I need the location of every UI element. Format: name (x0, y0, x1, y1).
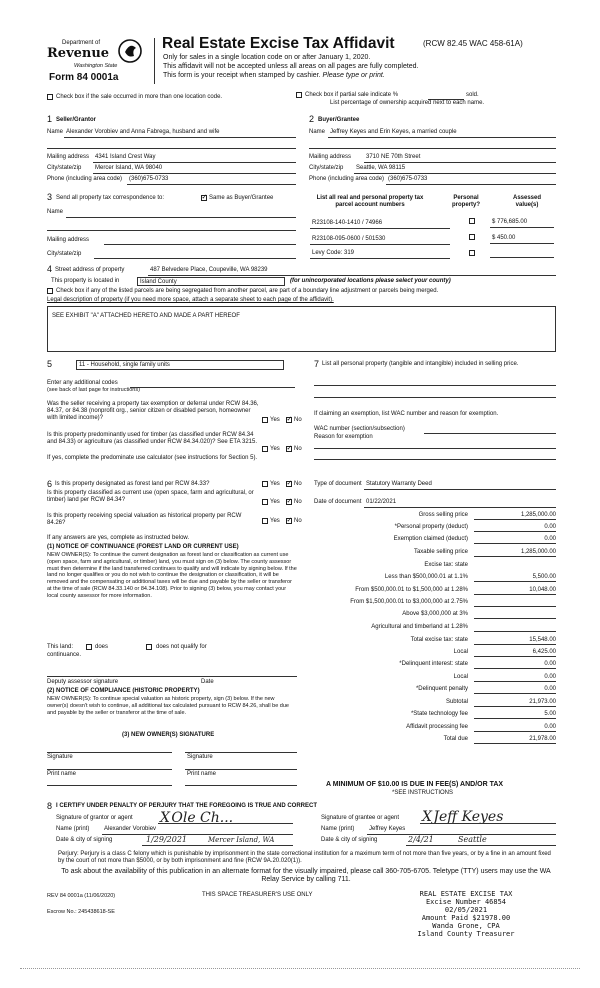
tax-row-label: Local (453, 674, 468, 680)
subtitle-3: This form is your receipt when stamped by cashier. Please type or print. (163, 72, 385, 79)
parcel-col-header: List all real and personal property tax parcel account numbers (316, 195, 424, 209)
sec5-q1-yes-checkbox[interactable] (262, 417, 268, 423)
tax-row-value[interactable]: 5.00 (474, 711, 556, 719)
corr-name-field[interactable] (66, 217, 296, 218)
continuance-heading: (1) NOTICE OF CONTINUANCE (FOREST LAND OR CURRENT USE) (47, 544, 239, 550)
tax-row-value[interactable]: 0.00 (474, 661, 556, 669)
owner-signature-2-label: Signature (187, 754, 213, 760)
sec6-q2-yes-label: Yes (270, 499, 280, 505)
levy-code-label: Levy Code: (312, 250, 343, 256)
perjury-notice: Perjury: Perjury is a class C felony which is punishable by imprisonment in the state correctional institution for a maximum term of not more than five years, or by a fine in an amount fixed by the court of not more than $5000, or by both imprisonment and fine (RCW 9A.20.020(1)). (58, 851, 551, 865)
same-as-buyer-label: Same as Buyer/Grantee (209, 195, 274, 201)
certify-statement: I CERTIFY UNDER PENALTY OF PERJURY THAT THE FOREGOING IS TRUE AND CORRECT (56, 803, 318, 809)
tax-row-value[interactable]: 0.00 (474, 536, 556, 544)
county-select[interactable]: Island County (137, 277, 285, 286)
owner-signature-1-label: Signature (47, 754, 73, 760)
tax-row-label: Local (453, 649, 468, 655)
additional-codes-sub: (see back of last page for instructions) (47, 387, 140, 393)
tax-row-value[interactable]: 1,285,000.00 (474, 549, 556, 557)
sec5-q1-no-checkbox[interactable] (286, 417, 292, 423)
sec6-any-yes: If any answers are yes, complete as instructed below. (47, 535, 190, 541)
located-label: This property is located in (51, 278, 120, 284)
legal-description: SEE EXHIBIT "A" ATTACHED HERETO AND MADE A PART HEREOF (52, 313, 240, 319)
sec6-q1-yes-checkbox[interactable] (262, 481, 268, 487)
dept-line2: Revenue (47, 46, 110, 61)
sec5-q1-yes-label: Yes (270, 417, 280, 423)
form-title-cite: (RCW 82.45 WAC 458-61A) (423, 39, 523, 48)
stamp-line: Island County Treasurer (417, 930, 515, 938)
county-note: (for unincorporated locations please select your county) (290, 278, 451, 284)
tax-row-value[interactable] (474, 624, 556, 632)
tax-row-label: From $1,500,000.01 to $3,000,000 at 2.75% (350, 599, 468, 605)
land-does-checkbox[interactable] (86, 644, 92, 650)
tax-row-label: *Delinquent penalty (415, 686, 468, 692)
seller-mail-value[interactable]: 4341 Island Crest Way (95, 154, 156, 160)
tax-row-value[interactable] (474, 611, 556, 619)
tax-row-label: Gross selling price (418, 512, 468, 518)
revision-label: REV 84 0001a (11/06/2020) (47, 893, 116, 899)
tax-row-label: Taxable selling price (413, 549, 468, 555)
sec6-q1-no-checkbox[interactable] (286, 481, 292, 487)
sec6-q2-no-checkbox[interactable] (286, 499, 292, 505)
sec6-q3-no-checkbox[interactable] (286, 518, 292, 524)
tax-row-label: *Personal property (deduct) (394, 524, 468, 530)
corr-city-field[interactable] (94, 258, 296, 259)
sec6-q3-yes-checkbox[interactable] (262, 518, 268, 524)
wac-label: WAC number (section/subsection) (314, 426, 405, 432)
reason-label: Reason for exemption (314, 434, 373, 440)
alt-format-notice: To ask about the availability of this publication in an alternate format for the visually impaired, please call 360-705-6705. Teletype (TTY) users may use the WA Relay Service by calling 711. (61, 868, 551, 884)
sec5-q2-no-label: No (294, 446, 302, 452)
partial-sale-note: List percentage of ownership acquired next to each name. (330, 100, 485, 106)
this-land-label: This land: (47, 644, 74, 650)
buyer-phone-label: Phone (including area code) (309, 176, 385, 182)
grantee-signature[interactable]: X Jeff Keyes (422, 809, 504, 825)
sec5-question-2: Is this property predominantly used for timber (as classified under RCW 84.34 and 84.33) or agriculture (as classified under RCW 84.34.020)? See ETA 3215. (47, 432, 258, 446)
stamp-line: Amount Paid $21978.00 (421, 914, 511, 922)
street-label: Street address of property (55, 267, 125, 273)
tax-row-value[interactable]: 6,425.00 (474, 649, 556, 657)
assessed-col-header: Assessed value(s) (512, 195, 542, 209)
grantor-print-value[interactable]: Alexander Vorobiev (104, 826, 157, 832)
tax-row-value[interactable]: 21,978.00 (474, 736, 556, 744)
same-as-buyer-checkbox[interactable] (201, 195, 207, 201)
buyer-phone-value[interactable]: (360)675-0733 (388, 176, 428, 182)
partial-sale-label: Check box if partial sale indicate % (305, 92, 399, 98)
section-5-number: 5 (47, 359, 53, 369)
sec5-q2-note: If yes, complete the predominate use calculator (see instructions for Section 5). (47, 455, 258, 461)
stamp-line: Wanda Grone, CPA (432, 922, 500, 930)
tax-row-label: *Delinquent interest: state (399, 661, 468, 667)
sec6-question-1: Is this property designated as forest land per RCW 84.33? (55, 481, 210, 487)
sec6-q2-yes-checkbox[interactable] (262, 499, 268, 505)
seller-city-value[interactable]: Mercer Island, WA 98040 (95, 165, 163, 171)
corr-name-label: Name (47, 209, 64, 215)
sec6-question-3: Is this property receiving special valuation as historical property per RCW 84.26? (47, 513, 242, 527)
subtitle-2: This affidavit will not be accepted unless all areas on all pages are fully completed. (163, 63, 419, 70)
grantor-city-value[interactable]: Mercer Island, WA (208, 836, 275, 844)
tax-row-value[interactable]: 0.00 (474, 686, 556, 694)
section-7-number: 7 (314, 359, 320, 369)
partial-sale-sold: sold. (466, 92, 479, 98)
land-does-not-label: does not qualify for (156, 644, 207, 650)
doc-type-label: Type of document (314, 481, 362, 487)
tax-row-value[interactable]: 0.00 (474, 674, 556, 682)
section-3-label: Send all property tax correspondence to: (56, 195, 165, 201)
tax-row-value[interactable]: 15,548.00 (474, 637, 556, 645)
buyer-heading: Buyer/Grantee (318, 117, 360, 123)
land-does-label: does (95, 644, 109, 650)
assessed-value[interactable]: $ 450.00 (492, 235, 516, 241)
owner-print-2-label: Print name (187, 771, 217, 777)
corr-mail-field[interactable] (104, 244, 296, 245)
multiple-location-checkbox[interactable] (47, 94, 53, 100)
additional-codes-label: Enter any additional codes (47, 380, 118, 386)
section-3-number: 3 (47, 192, 53, 202)
tax-row-label: Total excise tax: state (410, 637, 468, 643)
tax-row-value[interactable]: 0.00 (474, 524, 556, 532)
section-8-number: 8 (47, 801, 53, 811)
section-1-number: 1 (47, 114, 53, 124)
personal-property-checkbox[interactable] (469, 234, 475, 240)
assessed-value[interactable]: $ 776,685.00 (492, 219, 528, 225)
tax-row-value[interactable]: 1,285,000.00 (474, 512, 556, 520)
segregated-label: Check box if any of the listed parcels are being segregated from another parcel, are part of a boundary line adjustment or parcels being merged. (56, 288, 439, 294)
tax-row-label: *State technology fee (410, 711, 468, 717)
parcel-number[interactable]: R23108-140-1410 / 74966 (312, 220, 383, 226)
reason-field[interactable] (314, 448, 556, 449)
buyer-city-value[interactable]: Seattle, WA 98115 (356, 165, 406, 171)
owner-signature-heading: (3) NEW OWNER(S) SIGNATURE (122, 732, 215, 738)
tax-row-value[interactable]: 0.00 (474, 724, 556, 732)
sec5-q2-yes-checkbox[interactable] (262, 446, 268, 452)
seller-phone-value[interactable]: (360)675-0733 (129, 176, 169, 182)
grantee-print-label: Name (print) (321, 826, 355, 832)
sec5-q1-no-label: No (294, 417, 302, 423)
levy-code-value[interactable]: 319 (344, 250, 355, 256)
assessor-sig-label: Deputy assessor signature (47, 679, 119, 685)
buyer-city-label: City/state/zip (309, 165, 344, 171)
grantee-sig-label: Signature of grantee or agent (321, 815, 400, 821)
tax-row-value[interactable]: 5,500.00 (474, 574, 556, 582)
treasurer-space-label: THIS SPACE TREASURER'S USE ONLY (202, 892, 313, 898)
grantee-print-value[interactable]: Jeffrey Keyes (369, 826, 406, 832)
buyer-name-label: Name (309, 129, 326, 135)
grantee-date-label: Date & city of signing (321, 837, 378, 843)
sec6-q3-yes-label: Yes (270, 518, 280, 524)
seller-heading: Seller/Grantor (56, 117, 97, 123)
section-6-number: 6 (47, 479, 53, 489)
seller-name-value[interactable]: Alexander Vorobiev and Anna Fabrega, husband and wife (66, 129, 220, 135)
dor-seal-icon (117, 38, 143, 64)
grantee-city-value[interactable]: Seattle (458, 835, 487, 844)
personal-col-header: Personal property? (451, 195, 480, 209)
tax-row-label: Agricultural and timberland at 1.28% (371, 624, 468, 630)
dept-line1: Department of (62, 40, 101, 46)
grantor-print-label: Name (print) (56, 826, 90, 832)
parcel-number[interactable]: R23108-095-0600 / 501530 (312, 236, 386, 242)
sec6-q1-no-label: No (294, 481, 302, 487)
sec6-q2-no-label: No (294, 499, 302, 505)
personal-property-checkbox[interactable] (469, 218, 475, 224)
multiple-location-label: Check box if the sale occurred in more than one location code. (56, 94, 223, 100)
additional-codes-field[interactable] (130, 387, 295, 388)
seller-name-label: Name (47, 129, 64, 135)
tax-row-label: Above $3,000,000 at 3% (402, 611, 468, 617)
section-2-number: 2 (309, 114, 315, 124)
tax-row-label: Excise tax: state (424, 562, 468, 568)
grantee-date-value[interactable]: 2/4/21 (408, 835, 434, 844)
see-instructions: *SEE INSTRUCTIONS (392, 790, 454, 796)
section-4-number: 4 (47, 264, 53, 274)
section-7-label: List all personal property (tangible and intangible) included in selling price. (322, 361, 519, 367)
bottom-scan-edge (20, 968, 580, 969)
assessor-date-label: Date (201, 679, 214, 685)
legal-description-box[interactable] (47, 306, 556, 352)
doc-date-value[interactable]: 01/22/2021 (366, 499, 397, 505)
tax-row-value[interactable] (474, 599, 556, 607)
historic-heading: (2) NOTICE OF COMPLIANCE (HISTORIC PROPERTY) (47, 688, 200, 694)
grantor-sig-label: Signature of grantor or agent (56, 815, 133, 821)
sec6-question-2: Is this property classified as current use (open space, farm and agricultural, or timber) land per RCW 84.34? (47, 490, 254, 504)
seller-city-label: City/state/zip (47, 165, 82, 171)
buyer-mail-label: Mailing address (309, 154, 352, 160)
sec6-q1-yes-label: Yes (270, 481, 280, 487)
buyer-name-value[interactable]: Jeffrey Keyes and Erin Keyes, a married couple (330, 129, 457, 135)
partial-sale-checkbox[interactable] (296, 92, 302, 98)
segregated-checkbox[interactable] (47, 288, 53, 294)
tax-row-value[interactable]: 10,048.00 (474, 587, 556, 595)
street-value[interactable]: 487 Belvedere Place, Coupeville, WA 98239 (150, 267, 268, 273)
escrow-number: Escrow No.: 245438618-SE (47, 909, 115, 915)
legal-label: Legal description of property (if you need more space, attach a separate sheet to each page of the affidavit). (47, 297, 334, 303)
corr-city-label: City/state/zip (47, 251, 82, 257)
owner-print-1-label: Print name (47, 771, 77, 777)
grantor-date-value[interactable]: 1/29/2021 (146, 835, 188, 844)
grantor-signature[interactable]: X Ole Ch... (160, 810, 234, 826)
exemption-label: If claiming an exemption, list WAC number and reason for exemption. (314, 411, 499, 417)
corr-mail-label: Mailing address (47, 237, 90, 243)
stamp-line: 02/05/2021 (444, 906, 488, 914)
doc-type-value[interactable]: Statutory Warranty Deed (366, 481, 432, 487)
sec5-question-1: Was the seller receiving a property tax exemption or deferral under RCW 84.36, 84.37, or 84.38 (nonprofit org., senior citizen or disabled person, homeowner with limited income)? (47, 401, 259, 422)
sec6-q3-no-label: No (294, 518, 302, 524)
tax-row-label: Affidavit processing fee (406, 724, 468, 730)
stamp-line: REAL ESTATE EXCISE TAX (419, 890, 513, 898)
tax-row-label: Less than $500,000.01 at 1.1% (384, 574, 468, 580)
wac-field[interactable] (424, 433, 556, 434)
continuance-word: continuance. (47, 652, 82, 658)
sec5-q2-no-checkbox[interactable] (286, 446, 292, 452)
use-code-select[interactable]: 11 - Household, single family units (76, 360, 284, 370)
stamp-line: Excise Number 46854 (425, 898, 507, 906)
sec5-q2-yes-label: Yes (270, 446, 280, 452)
land-does-not-checkbox[interactable] (146, 644, 152, 650)
form-title: Real Estate Excise Tax Affidavit (162, 35, 395, 52)
seller-phone-label: Phone (including area code) (47, 176, 123, 182)
minimum-due: A MINIMUM OF $10.00 IS DUE IN FEE(S) AND/OR TAX (326, 781, 504, 788)
historic-body: NEW OWNER(S): To continue special valuation as historic property, sign (3) below. If the new owner(s) doesn't wish to continue, all additional tax calculated pursuant to RCW 84.26, shall be due and payable by the seller or transferor at the time of sale. (47, 696, 289, 716)
tax-row-value[interactable]: 21,973.00 (474, 699, 556, 707)
continuance-body: NEW OWNER(S): To continue the current designation as forest land or classification as current use (open space, farm and agricultural, or timber) land, you must sign on (3) below. The county assessor must then determine if the land transferred continues to qualify and will indicate by signing below. If the land no longer qualifies or you do not wish to continue the designation or classification, it will be removed and the compensating or additional taxes will be due and payable by the seller or transferor at the time of sale (RCW 84.33.140 or 84.34.108). Prior to signing (3) below, you may contact your local county assessor for more information. (47, 552, 297, 599)
personal-property-checkbox-3[interactable] (469, 250, 475, 256)
form-number: Form 84 0001a (49, 72, 119, 83)
seller-mail-label: Mailing address (47, 154, 90, 160)
tax-row-label: Subtotal (445, 699, 468, 705)
tax-row-label: Total due (443, 736, 468, 742)
tax-row-label: From $500,000.01 to $1,500,000 at 1.28% (355, 587, 468, 593)
doc-date-label: Date of document (314, 499, 362, 505)
dept-line3: Washington State (74, 63, 118, 69)
buyer-mail-value[interactable]: 3710 NE 70th Street (366, 154, 421, 160)
tax-row-label: Exemption claimed (deduct) (393, 536, 468, 542)
grantor-date-label: Date & city of signing (56, 837, 113, 843)
subtitle-1: Only for sales in a single location code on or after January 1, 2020. (163, 54, 371, 61)
